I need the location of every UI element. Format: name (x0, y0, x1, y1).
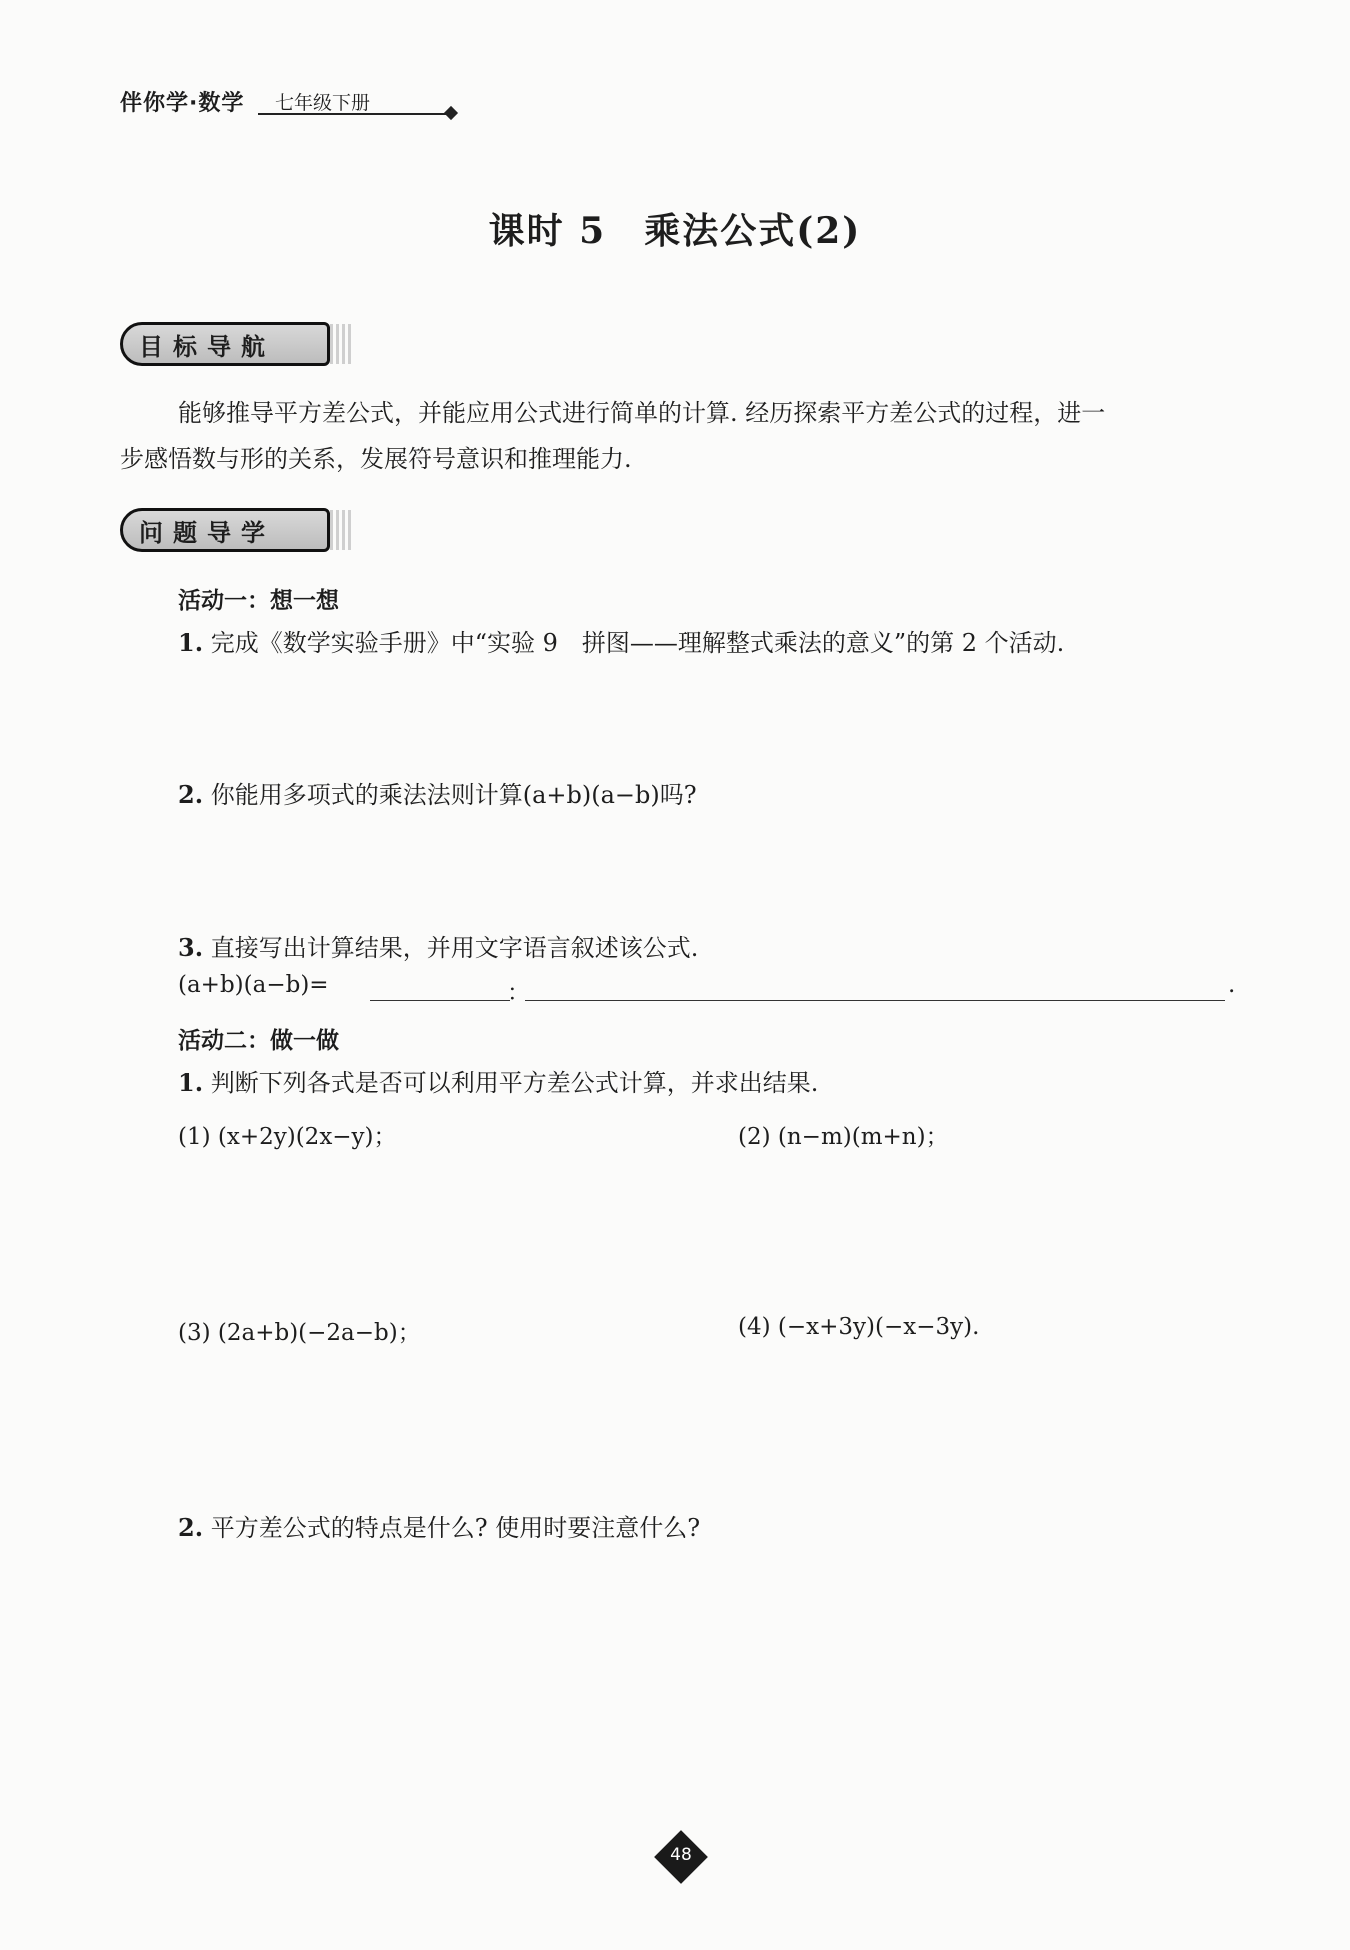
lesson-title: 课时 5 乘法公式(2) (488, 210, 862, 252)
question-text: 你能用多项式的乘法法则计算(a+b)(a−b)吗? (210, 781, 697, 809)
header-grade: 七年级下册 (275, 92, 371, 114)
question-number: 3. (178, 933, 204, 962)
answer-blank-description[interactable] (525, 1000, 1225, 1001)
header-rule (258, 113, 448, 115)
question-text: 平方差公式的特点是什么? 使用时要注意什么? (210, 1514, 701, 1542)
goals-badge-wrap (120, 322, 354, 366)
question-number: 2. (178, 780, 204, 809)
badge-stripes-icon (330, 510, 354, 550)
page-number: 48 (670, 1845, 692, 1865)
questions-badge-wrap (120, 508, 354, 552)
q3-colon: ： (507, 980, 530, 1006)
activity1-heading: 活动一：想一想 (178, 588, 339, 614)
goals-text-line2: 步感悟数与形的关系，发展符号意识和推理能力. (120, 445, 632, 473)
answer-blank-result[interactable] (370, 1000, 510, 1001)
expression-item-1: (1) (x+2y)(2x−y)； (178, 1124, 397, 1150)
expression-item-4: (4) (−x+3y)(−x−3y). (738, 1314, 980, 1340)
questions-badge: 问题导学 (120, 508, 330, 552)
activity2-q2 (178, 1505, 700, 1551)
badge-stripes-icon (330, 324, 354, 364)
activity2-q1 (178, 1060, 818, 1106)
expression-item-2: (2) (n−m)(m+n)； (738, 1124, 949, 1150)
question-number: 1. (178, 628, 204, 657)
header-brand: 伴你学·数学 (120, 91, 245, 116)
activity2-heading: 活动二：做一做 (178, 1028, 339, 1054)
activity1-q1 (178, 620, 1064, 666)
activity1-q3 (178, 925, 698, 971)
q3-end: . (1228, 972, 1236, 998)
q3-formula: (a+b)(a−b)= (178, 972, 329, 998)
question-text: 完成《数学实验手册》中“实验 9 拼图——理解整式乘法的意义”的第 2 个活动. (210, 629, 1065, 657)
question-number: 1. (178, 1068, 204, 1097)
header-diamond-icon (444, 106, 458, 120)
expression-item-3: (3) (2a+b)(−2a−b)； (178, 1320, 421, 1346)
question-text: 判断下列各式是否可以利用平方差公式计算，并求出结果. (210, 1069, 819, 1097)
question-number: 2. (178, 1513, 204, 1542)
goals-badge: 目标导航 (120, 322, 330, 366)
goals-text-line1: 能够推导平方差公式，并能应用公式进行简单的计算. 经历探索平方差公式的过程，进一 (178, 399, 1106, 427)
question-text: 直接写出计算结果，并用文字语言叙述该公式. (210, 934, 699, 962)
activity1-q2 (178, 772, 697, 818)
